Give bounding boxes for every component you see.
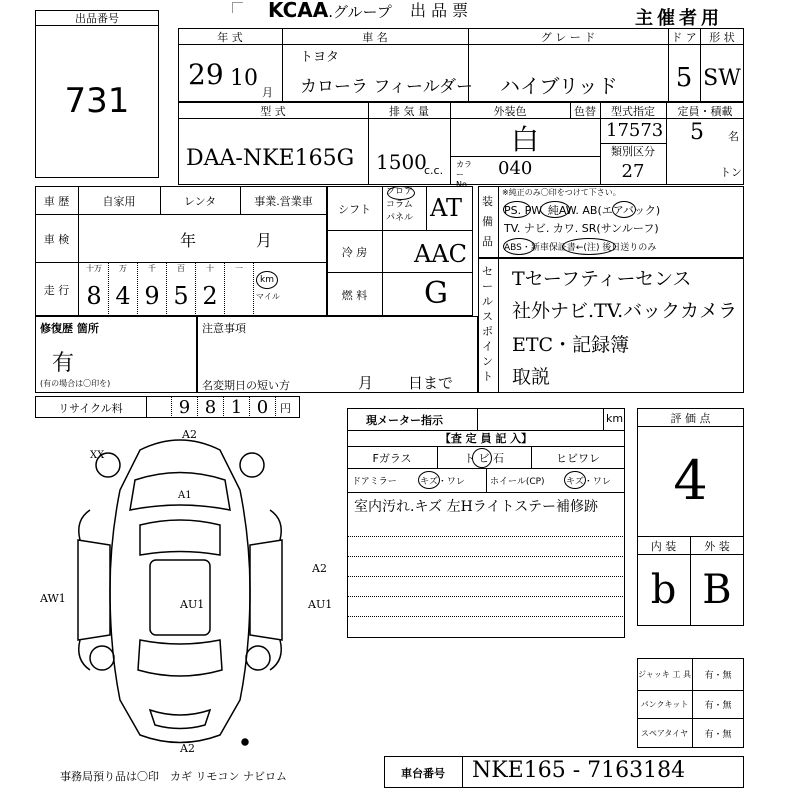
- equipment-note: ※純正のみ〇印をつけて下さい。: [502, 188, 621, 197]
- sales-point-2: 社外ナビ.TV.バックカメラ: [512, 300, 738, 322]
- mirror-options: キズ・ワレ: [420, 477, 465, 487]
- year-label: 年 式: [217, 30, 243, 44]
- rating-value: 4: [673, 448, 708, 512]
- glass-label: Fガラス: [372, 451, 412, 465]
- odometer-place-label: 千: [148, 264, 156, 273]
- wheel-circle-mark: [564, 471, 586, 489]
- equipment-line-3: ABS・新車保証書←(注) 後日送りのみ: [504, 243, 657, 253]
- repair-note: (有の場合は〇印を): [40, 379, 111, 388]
- odometer-place-label: 一: [235, 264, 243, 273]
- history-label: 車 歴: [43, 194, 70, 208]
- inspection-year-unit: 年: [180, 231, 197, 250]
- car-name-label: 車 名: [362, 30, 388, 44]
- office-note: 事務局預り品は〇印: [60, 770, 159, 783]
- exterior-color-label: 外装色: [493, 104, 527, 118]
- jack-label: ジャッキ 工 具: [638, 670, 691, 679]
- ab-circle-mark: [612, 201, 636, 218]
- equipment-line-1: PS. PW. 純AW. AB(エアバック): [504, 204, 661, 217]
- unit-mile: マイル: [256, 292, 280, 301]
- exterior-value: B: [702, 567, 732, 613]
- load-unit: トン: [720, 166, 742, 179]
- unit-km: km: [256, 271, 278, 289]
- mark-right-lower: AU1: [308, 598, 333, 611]
- grade-value: ハイブリッド: [500, 74, 618, 98]
- comment-rule: [347, 576, 625, 577]
- odometer-place-label: 百: [177, 264, 185, 273]
- ac-value: AAC: [414, 240, 468, 268]
- model-code-value: DAA-NKE165G: [186, 146, 355, 171]
- sales-point-4: 取説: [512, 366, 551, 388]
- odometer-cell: [80, 263, 109, 316]
- repair-value: 有: [52, 351, 75, 376]
- car-diagram: [30, 420, 350, 760]
- inspection-month-unit: 月: [256, 231, 273, 250]
- lot-number: 731: [64, 81, 130, 121]
- exterior-label: 外 装: [704, 539, 730, 553]
- odometer-digit: 9: [144, 282, 160, 310]
- sales-point-3: ETC・記録簿: [512, 334, 630, 356]
- shift-label: シフト: [338, 202, 371, 216]
- odometer-cell: [167, 263, 196, 316]
- fuel-label: 燃 料: [341, 288, 368, 302]
- body-label: 形 状: [709, 30, 735, 44]
- comment-rule: [347, 556, 625, 557]
- expiry-month-unit: 月: [358, 374, 374, 392]
- chassis-value: NKE165 - 7163184: [472, 758, 686, 783]
- mark-top: A2: [182, 428, 197, 441]
- lot-label: 出品番号: [36, 11, 158, 26]
- short-expiry-label: 名変期日の短い方: [202, 379, 290, 392]
- fuel-value: G: [424, 276, 448, 311]
- meter-unit: km: [606, 412, 624, 425]
- equipment-line-2: TV. ナビ. カワ. SR(サンルーフ): [504, 222, 659, 235]
- odometer-place-label: 十: [206, 264, 214, 273]
- abs-circle-mark: [503, 238, 535, 255]
- shift-options: フロア コラム パネル: [386, 187, 414, 223]
- sales-point-1: Tセーフティーセンス: [512, 268, 692, 290]
- rating-label: 評 価 点: [670, 411, 711, 425]
- equipment-side-label: 装備品: [482, 195, 493, 248]
- recycle-digit: 9: [172, 396, 198, 418]
- recycle-unit: 円: [280, 402, 291, 415]
- brand-logo: KCAA.グループ: [268, 0, 392, 22]
- odometer-digit: 5: [173, 282, 189, 310]
- recycle-digit: [146, 396, 172, 418]
- history-option-rental[interactable]: レンタ: [183, 194, 217, 208]
- wheel-options: キズ・ワレ: [566, 477, 611, 487]
- color-no-label: カラー No.: [456, 160, 472, 189]
- exterior-color-value: 白: [510, 123, 539, 156]
- displacement-unit: c.c.: [424, 164, 444, 177]
- mark-hood: A1: [178, 490, 192, 501]
- recycle-digit: 0: [250, 396, 276, 418]
- category-label: 類別区分: [611, 145, 655, 158]
- puncture-label: パンクキット: [640, 700, 689, 709]
- odometer-digit: 2: [202, 282, 218, 310]
- organizer-label: 主催者用: [635, 8, 723, 29]
- recycle-digit: 1: [224, 396, 250, 418]
- month-unit: 月: [262, 86, 273, 99]
- displacement-label: 排 気 量: [389, 104, 429, 118]
- mileage-label: 走 行: [43, 283, 70, 297]
- chassis-label: 車台番号: [401, 766, 445, 780]
- doors-value: 5: [675, 63, 693, 93]
- type-designation-value: 17573: [606, 120, 664, 141]
- mark-bottom: A2: [180, 742, 195, 755]
- recycle-digits: [146, 396, 300, 418]
- odometer-place-label: 十万: [86, 264, 102, 273]
- warranty-circle-mark: [562, 238, 616, 255]
- capacity-value: 5: [690, 120, 704, 145]
- month-value: 10: [230, 66, 258, 91]
- type-designation-label: 型式指定: [611, 104, 655, 118]
- inspector-heading: 【査 定 員 記 入】: [439, 432, 533, 445]
- color-no-value: 040: [498, 158, 533, 179]
- puncture-value[interactable]: 有・無: [704, 701, 732, 711]
- odometer-cell: [196, 263, 225, 316]
- grade-label: グ レ ー ド: [540, 30, 596, 44]
- comment-rule: [347, 616, 625, 617]
- recycle-label: リサイクル料: [58, 401, 123, 415]
- sales-points-side-label: セールスポイント: [482, 265, 493, 383]
- glass-circle-mark: [472, 448, 492, 468]
- color-change-label: 色替: [574, 104, 596, 118]
- pw-circle-mark: [540, 201, 570, 218]
- comment-lines: [347, 516, 625, 636]
- corner-mark: [232, 2, 243, 13]
- spare-label: スペアタイヤ: [640, 729, 689, 738]
- history-option-business[interactable]: 事業.営業車: [254, 194, 313, 208]
- recycle-digit: 8: [198, 396, 224, 418]
- category-value: 27: [621, 160, 645, 182]
- mark-corner: XX: [90, 450, 105, 461]
- inspection-label: 車 検: [43, 232, 70, 246]
- mark-left: AW1: [40, 592, 66, 605]
- odometer-unit: [256, 269, 280, 305]
- office-items: カギ リモコン ナビロム: [170, 770, 287, 783]
- inspector-comment: 室内汚れ.キズ 左Hライトステー補修跡: [354, 499, 598, 515]
- jack-value[interactable]: 有・無: [704, 671, 732, 681]
- lot-box: [35, 10, 159, 178]
- odometer-cell: [225, 263, 254, 316]
- mark-right-upper: A2: [312, 562, 327, 575]
- shift-circle-mark: [387, 186, 415, 200]
- mirror-label: ドアミラー: [352, 477, 397, 487]
- interior-value: b: [650, 567, 677, 613]
- odometer-digit: 4: [115, 282, 131, 310]
- mirror-circle-mark: [418, 471, 440, 489]
- doors-label: ド ア: [671, 30, 697, 44]
- odometer: [80, 263, 326, 316]
- capacity-unit: 名: [728, 130, 739, 143]
- ac-label: 冷 房: [341, 245, 368, 259]
- comment-rule: [347, 596, 625, 597]
- capacity-label: 定員・積載: [677, 104, 733, 118]
- odometer-cell: [138, 263, 167, 316]
- year-value: 29: [188, 58, 224, 91]
- history-option-private[interactable]: 自家用: [102, 194, 136, 208]
- odometer-place-label: 万: [119, 264, 127, 273]
- form-title: 出 品 票: [410, 1, 469, 20]
- shift-value: AT: [430, 194, 463, 222]
- glass-options: ト ビ 石: [464, 451, 504, 465]
- crack-label: ヒビワレ: [556, 451, 600, 465]
- model-code-label: 型 式: [260, 104, 286, 118]
- expiry-day-unit: 日まで: [408, 374, 454, 392]
- body-value: SW: [703, 65, 741, 91]
- spare-value[interactable]: 有・無: [704, 730, 732, 740]
- maker-value: トヨタ: [300, 50, 340, 65]
- meter-label: 現メーター指示: [366, 414, 443, 427]
- displacement-value: 1500: [376, 150, 427, 174]
- odometer-cell: [109, 263, 138, 316]
- model-value: カローラ フィールダー: [300, 77, 474, 97]
- ps-circle-mark: [503, 201, 531, 218]
- wheel-label: ホイール(CP): [490, 477, 545, 487]
- mark-roof: AU1: [180, 598, 205, 611]
- odometer-digit: 8: [86, 282, 102, 310]
- repair-label: 修復歴 箇所: [40, 322, 99, 335]
- interior-label: 内 装: [650, 539, 677, 553]
- notice-label: 注意事項: [202, 322, 246, 335]
- comment-rule: [347, 536, 625, 537]
